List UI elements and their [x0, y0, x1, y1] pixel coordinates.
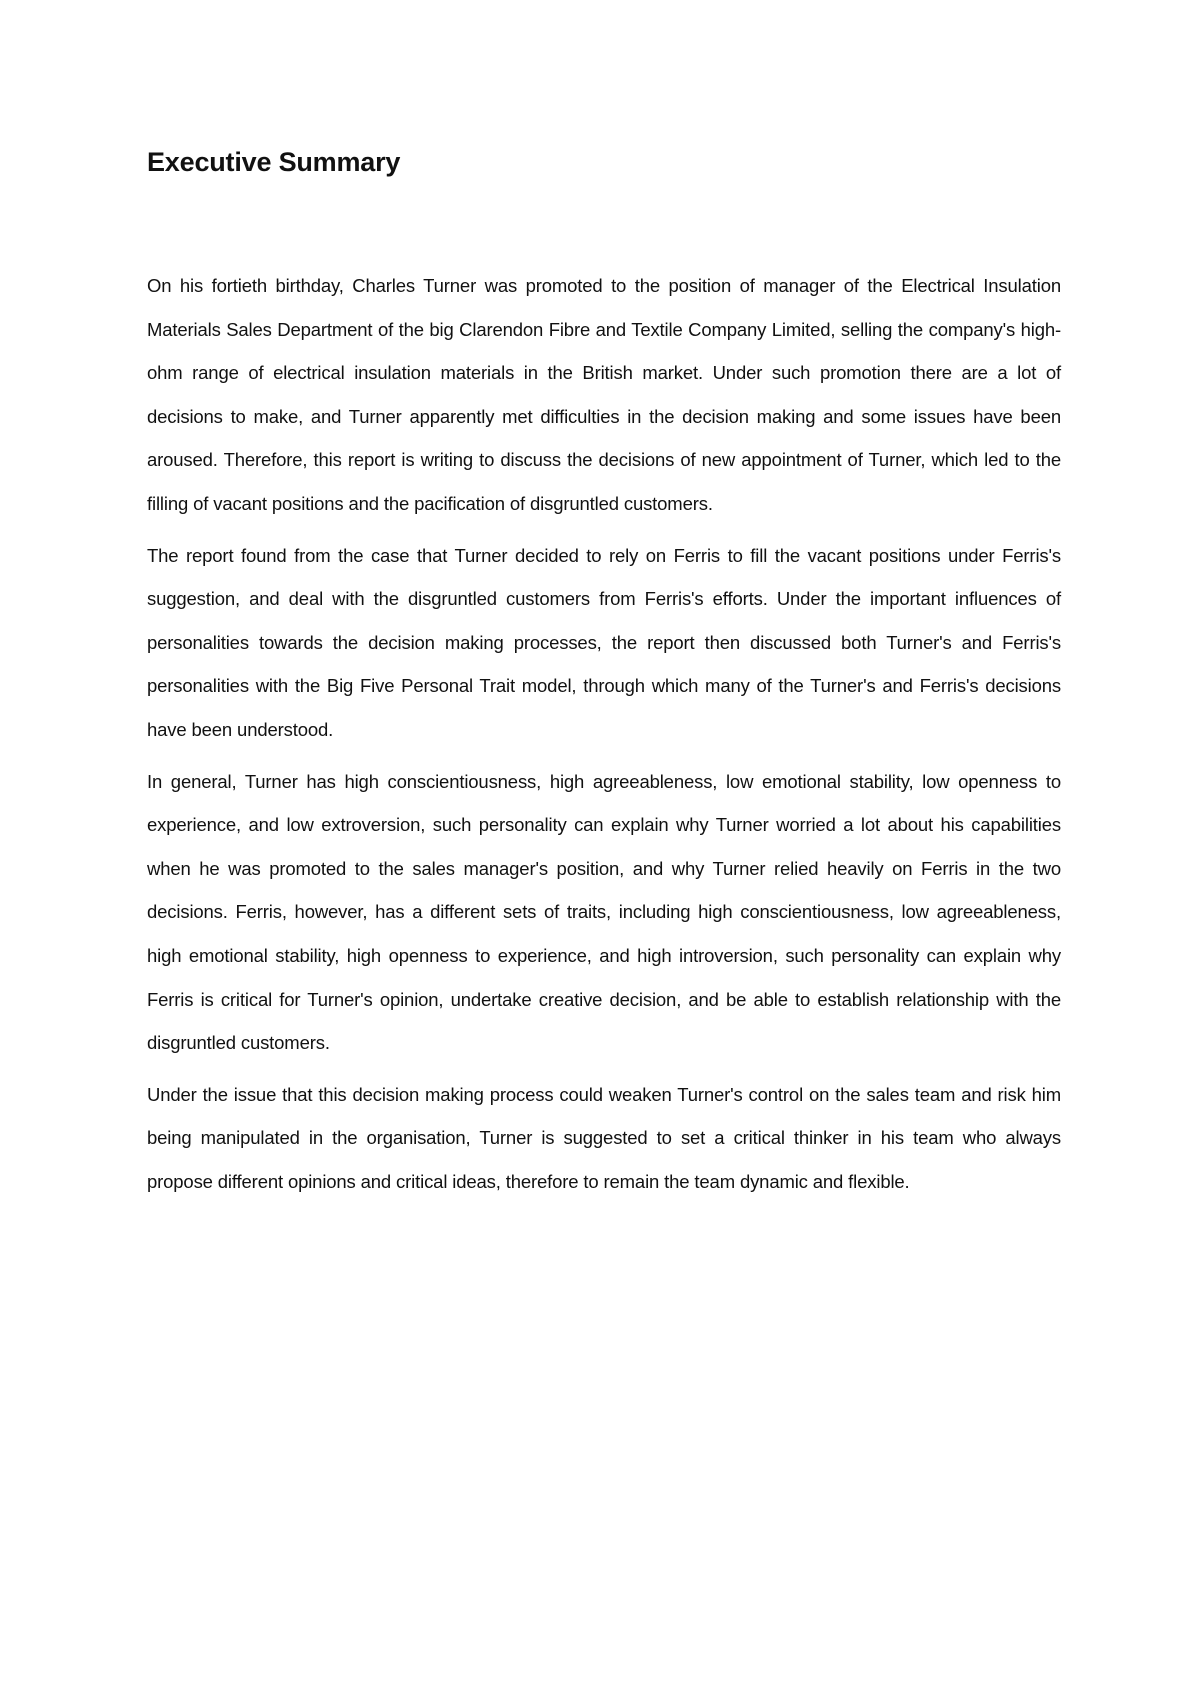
paragraph-personalities: In general, Turner has high conscientiousness, high agreeableness, low emotional stability, low openness to experience, and low extroversion, such personality can explain why Turner worried a lot about his capabilities when he was promoted to the sales manager's position, and why Turner relied heavily on Ferris in the two decisions. Ferris, however, has a different sets of traits, including high conscientiousness, low agreeableness, high emotional stability, high openness to experience, and high introversion, such personality can explain why Ferris is critical for Turner's opinion, undertake creative decision, and be able to establish relationship with the disgruntled customers. — [147, 770, 1061, 1054]
paragraph-recommendation: Under the issue that this decision making process could weaken Turner's control on the sales team and risk him being manipulated in the organisation, Turner is suggested to set a critical thinker in his team who always propose different opinions and critical ideas, therefore to remain the team dynamic and flexible. — [147, 1083, 1061, 1192]
page-title: Executive Summary — [147, 147, 401, 177]
paragraph-findings: The report found from the case that Turner decided to rely on Ferris to fill the vacant positions under Ferris's suggestion, and deal with the disgruntled customers from Ferris's efforts. Under the important influences of personalities towards the decision making processes, the report then discussed both Turner's and Ferris's personalities with the Big Five Personal Trait model, through which many of the Turner's and Ferris's decisions have been understood. — [147, 544, 1061, 740]
document-body — [147, 264, 1061, 1203]
paragraph-introduction: On his fortieth birthday, Charles Turner was promoted to the position of manager of the Electrical Insulation Materials Sales Department of the big Clarendon Fibre and Textile Company Limited, selling the company's high-ohm range of electrical insulation materials in the British market. Under such promotion there are a lot of decisions to make, and Turner apparently met difficulties in the decision making and some issues have been aroused. Therefore, this report is writing to discuss the decisions of new appointment of Turner, which led to the filling of vacant positions and the pacification of disgruntled customers. — [147, 275, 1061, 514]
document-content — [147, 144, 1061, 1211]
